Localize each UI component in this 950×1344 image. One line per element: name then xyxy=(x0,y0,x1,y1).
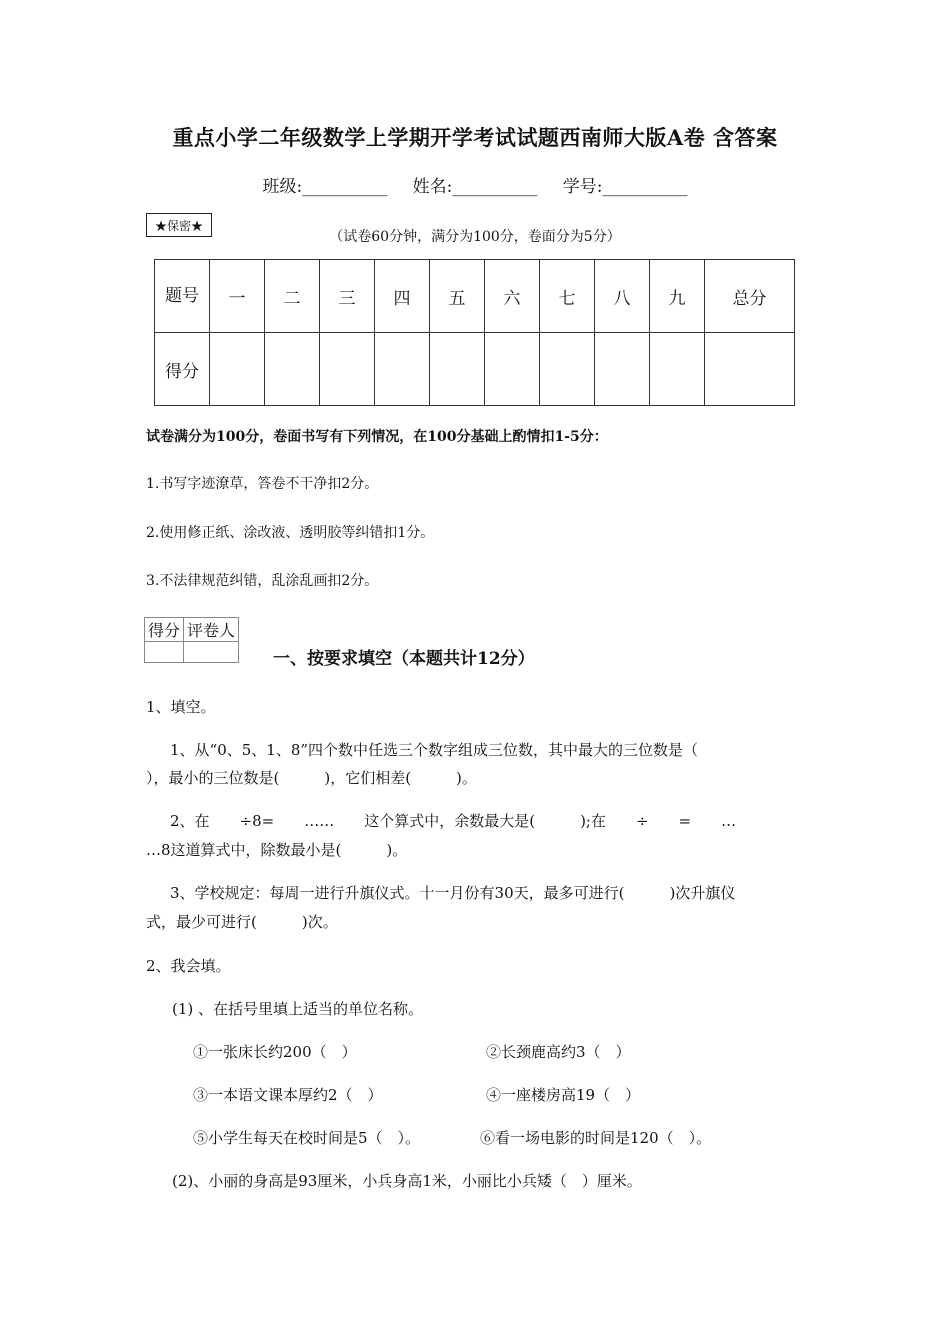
student-info xyxy=(0,172,950,197)
score-table-score-row xyxy=(155,333,795,406)
score-cell[interactable] xyxy=(540,333,595,406)
score-cell[interactable] xyxy=(375,333,430,406)
grader-reviewer-cell[interactable] xyxy=(184,642,239,663)
page-title: 重点小学二年级数学上学期开学考试试题西南师大版A卷 含答案 xyxy=(172,125,778,150)
exam-note: （试卷60分钟，满分为100分，卷面分为5分） xyxy=(329,229,621,245)
question-1-3-line-2: 式，最少可进行( )次。 xyxy=(146,913,338,931)
grader-box xyxy=(144,617,239,663)
score-cell[interactable] xyxy=(265,333,320,406)
rule-item: 2.使用修正纸、涂改液、透明胶等纠错扣1分。 xyxy=(146,525,435,541)
header-cell: 五 xyxy=(430,260,485,333)
rule-item: 1.书写字迹潦草，答卷不干净扣2分。 xyxy=(146,476,379,492)
question-1: 1、填空。 xyxy=(146,698,216,716)
question-1-2-line-2: …8这道算式中，除数最小是( )。 xyxy=(146,841,408,859)
secret-badge: ★保密★ xyxy=(146,213,212,237)
unit-item: ③一本语文课本厚约2（ ） xyxy=(193,1086,383,1104)
score-cell[interactable] xyxy=(650,333,705,406)
grader-reviewer-label: 评卷人 xyxy=(184,618,239,642)
header-cell: 六 xyxy=(485,260,540,333)
question-1-3-line-1: 3、学校规定：每周一进行升旗仪式。十一月份有30天，最多可进行( )次升旗仪 xyxy=(170,884,736,902)
score-cell[interactable] xyxy=(320,333,375,406)
unit-item: ④一座楼房高19（ ） xyxy=(486,1086,641,1104)
unit-item: ①一张床长约200（ ） xyxy=(193,1043,357,1061)
unit-item: ⑤小学生每天在校时间是5（ ）。 xyxy=(193,1129,421,1147)
unit-item: ②长颈鹿高约3（ ） xyxy=(486,1043,631,1061)
score-table xyxy=(154,259,795,406)
score-row-label: 得分 xyxy=(155,333,210,406)
rule-item: 3.不法律规范纠错，乱涂乱画扣2分。 xyxy=(146,573,379,589)
header-cell-label: 题号 xyxy=(155,260,210,333)
question-2-1: (1) 、在括号里填上适当的单位名称。 xyxy=(172,1000,424,1018)
score-cell[interactable] xyxy=(485,333,540,406)
score-cell[interactable] xyxy=(210,333,265,406)
question-1-1-line-2: ），最小的三位数是( )，它们相差( )。 xyxy=(146,769,477,787)
score-cell[interactable] xyxy=(595,333,650,406)
header-cell: 二 xyxy=(265,260,320,333)
header-cell-total: 总分 xyxy=(705,260,795,333)
score-cell[interactable] xyxy=(430,333,485,406)
question-2: 2、我会填。 xyxy=(146,957,231,975)
header-cell: 七 xyxy=(540,260,595,333)
header-cell: 九 xyxy=(650,260,705,333)
header-cell: 三 xyxy=(320,260,375,333)
header-cell: 四 xyxy=(375,260,430,333)
grader-score-cell[interactable] xyxy=(145,642,184,663)
question-1-1-line-1: 1、从“0、5、1、8”四个数中任选三个数字组成三位数，其中最大的三位数是（ xyxy=(170,741,699,759)
name-field[interactable]: 姓名:__________ xyxy=(412,177,538,197)
score-table-header-row xyxy=(155,260,795,333)
grader-score-label: 得分 xyxy=(145,618,184,642)
section-title: 一、按要求填空（本题共计12分） xyxy=(273,649,535,669)
rules-heading: 试卷满分为100分，卷面书写有下列情况，在100分基础上酌情扣1-5分： xyxy=(146,429,608,445)
student-id-field[interactable]: 学号:__________ xyxy=(562,177,688,197)
question-2-2: (2)、小丽的身高是93厘米，小兵身高1米，小丽比小兵矮（ ）厘米。 xyxy=(172,1172,642,1190)
header-cell: 八 xyxy=(595,260,650,333)
header-cell: 一 xyxy=(210,260,265,333)
unit-item: ⑥看一场电影的时间是120（ ）。 xyxy=(480,1129,712,1147)
score-cell-total[interactable] xyxy=(705,333,795,406)
class-field[interactable]: 班级:__________ xyxy=(262,177,388,197)
question-1-2-line-1: 2、在 ÷8= …… 这个算式中，余数最大是( );在 ÷ = … xyxy=(170,812,737,830)
